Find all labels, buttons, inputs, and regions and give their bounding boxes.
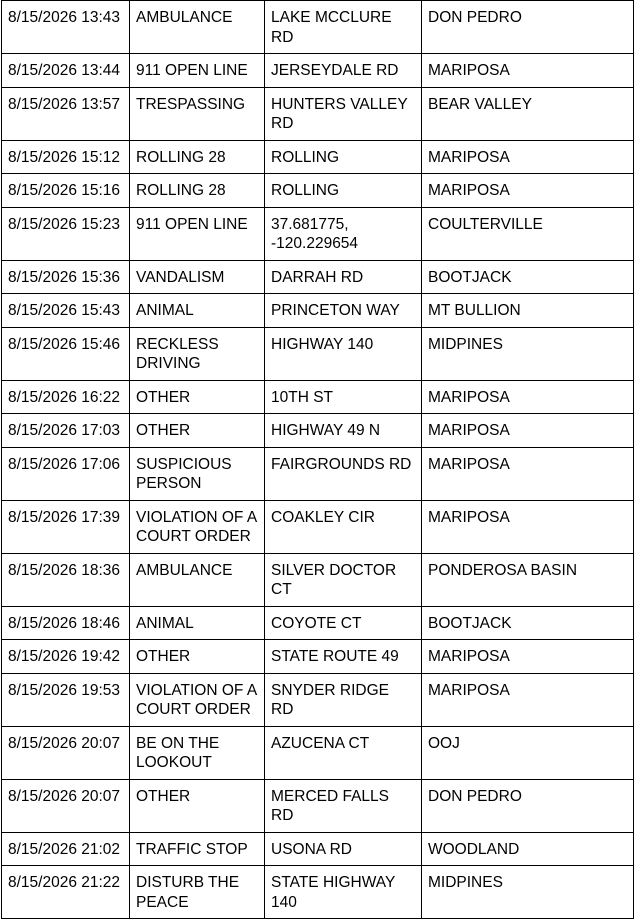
table-row <box>2 832 634 866</box>
area-cell: PONDEROSA BASIN <box>422 553 634 606</box>
incident-type-cell: OTHER <box>130 380 265 414</box>
area-cell: DON PEDRO <box>422 1 634 54</box>
area-cell: MT BULLION <box>422 294 634 328</box>
area-cell: MARIPOSA <box>422 673 634 726</box>
area-cell: MARIPOSA <box>422 54 634 88</box>
datetime-cell: 8/15/2026 13:57 <box>2 87 130 140</box>
location-cell: LAKE MCCLURE RD <box>265 1 422 54</box>
area-cell: MARIPOSA <box>422 414 634 448</box>
location-cell: SILVER DOCTOR CT <box>265 553 422 606</box>
datetime-cell: 8/15/2026 13:43 <box>2 1 130 54</box>
incident-type-cell: ROLLING 28 <box>130 174 265 208</box>
datetime-cell: 8/15/2026 15:12 <box>2 140 130 174</box>
incident-type-cell: TRESPASSING <box>130 87 265 140</box>
table-row <box>2 140 634 174</box>
location-cell: COYOTE CT <box>265 606 422 640</box>
incident-type-cell: BE ON THE LOOKOUT <box>130 726 265 779</box>
table-row <box>2 174 634 208</box>
table-row <box>2 207 634 260</box>
table-row <box>2 294 634 328</box>
table-row <box>2 606 634 640</box>
datetime-cell: 8/15/2026 20:07 <box>2 779 130 832</box>
location-cell: STATE ROUTE 49 <box>265 640 422 674</box>
area-cell: BEAR VALLEY <box>422 87 634 140</box>
datetime-cell: 8/15/2026 15:23 <box>2 207 130 260</box>
area-cell: MARIPOSA <box>422 380 634 414</box>
location-cell: COAKLEY CIR <box>265 500 422 553</box>
table-row <box>2 640 634 674</box>
table-row <box>2 260 634 294</box>
table-row <box>2 414 634 448</box>
table-row <box>2 1 634 54</box>
table-row <box>2 866 634 919</box>
area-cell: MARIPOSA <box>422 174 634 208</box>
area-cell: MIDPINES <box>422 327 634 380</box>
location-cell: HIGHWAY 49 N <box>265 414 422 448</box>
table-row <box>2 447 634 500</box>
location-cell: STATE HIGHWAY 140 <box>265 866 422 919</box>
area-cell: BOOTJACK <box>422 606 634 640</box>
location-cell: ROLLING <box>265 174 422 208</box>
incident-type-cell: ANIMAL <box>130 606 265 640</box>
incident-type-cell: ANIMAL <box>130 294 265 328</box>
incident-type-cell: SUSPICIOUS PERSON <box>130 447 265 500</box>
incident-type-cell: VANDALISM <box>130 260 265 294</box>
area-cell: COULTERVILLE <box>422 207 634 260</box>
location-cell: FAIRGROUNDS RD <box>265 447 422 500</box>
location-cell: DARRAH RD <box>265 260 422 294</box>
location-cell: HIGHWAY 140 <box>265 327 422 380</box>
incident-type-cell: AMBULANCE <box>130 553 265 606</box>
location-cell: MERCED FALLS RD <box>265 779 422 832</box>
datetime-cell: 8/15/2026 21:22 <box>2 866 130 919</box>
location-cell: PRINCETON WAY <box>265 294 422 328</box>
area-cell: BOOTJACK <box>422 260 634 294</box>
datetime-cell: 8/15/2026 19:53 <box>2 673 130 726</box>
location-cell: 37.681775, -120.229654 <box>265 207 422 260</box>
table-row <box>2 380 634 414</box>
location-cell: JERSEYDALE RD <box>265 54 422 88</box>
datetime-cell: 8/15/2026 17:06 <box>2 447 130 500</box>
area-cell: OOJ <box>422 726 634 779</box>
table-row <box>2 327 634 380</box>
location-cell: ROLLING <box>265 140 422 174</box>
area-cell: MARIPOSA <box>422 140 634 174</box>
area-cell: MIDPINES <box>422 866 634 919</box>
incident-log-table <box>1 0 634 919</box>
datetime-cell: 8/15/2026 19:42 <box>2 640 130 674</box>
table-row <box>2 779 634 832</box>
datetime-cell: 8/15/2026 18:46 <box>2 606 130 640</box>
area-cell: MARIPOSA <box>422 447 634 500</box>
incident-type-cell: VIOLATION OF A COURT ORDER <box>130 500 265 553</box>
datetime-cell: 8/15/2026 15:16 <box>2 174 130 208</box>
datetime-cell: 8/15/2026 20:07 <box>2 726 130 779</box>
incident-type-cell: 911 OPEN LINE <box>130 54 265 88</box>
datetime-cell: 8/15/2026 15:43 <box>2 294 130 328</box>
area-cell: MARIPOSA <box>422 640 634 674</box>
incident-type-cell: DISTURB THE PEACE <box>130 866 265 919</box>
incident-type-cell: 911 OPEN LINE <box>130 207 265 260</box>
datetime-cell: 8/15/2026 18:36 <box>2 553 130 606</box>
location-cell: HUNTERS VALLEY RD <box>265 87 422 140</box>
incident-type-cell: ROLLING 28 <box>130 140 265 174</box>
datetime-cell: 8/15/2026 17:39 <box>2 500 130 553</box>
datetime-cell: 8/15/2026 15:36 <box>2 260 130 294</box>
incident-type-cell: VIOLATION OF A COURT ORDER <box>130 673 265 726</box>
table-row <box>2 553 634 606</box>
table-row <box>2 87 634 140</box>
location-cell: USONA RD <box>265 832 422 866</box>
location-cell: 10TH ST <box>265 380 422 414</box>
datetime-cell: 8/15/2026 17:03 <box>2 414 130 448</box>
table-row <box>2 54 634 88</box>
incident-type-cell: AMBULANCE <box>130 1 265 54</box>
incident-type-cell: RECKLESS DRIVING <box>130 327 265 380</box>
table-row <box>2 726 634 779</box>
table-row <box>2 500 634 553</box>
incident-type-cell: OTHER <box>130 414 265 448</box>
datetime-cell: 8/15/2026 15:46 <box>2 327 130 380</box>
incident-type-cell: OTHER <box>130 640 265 674</box>
datetime-cell: 8/15/2026 21:02 <box>2 832 130 866</box>
incident-type-cell: TRAFFIC STOP <box>130 832 265 866</box>
area-cell: DON PEDRO <box>422 779 634 832</box>
table-row <box>2 673 634 726</box>
datetime-cell: 8/15/2026 16:22 <box>2 380 130 414</box>
datetime-cell: 8/15/2026 13:44 <box>2 54 130 88</box>
area-cell: WOODLAND <box>422 832 634 866</box>
location-cell: SNYDER RIDGE RD <box>265 673 422 726</box>
location-cell: AZUCENA CT <box>265 726 422 779</box>
area-cell: MARIPOSA <box>422 500 634 553</box>
incident-type-cell: OTHER <box>130 779 265 832</box>
